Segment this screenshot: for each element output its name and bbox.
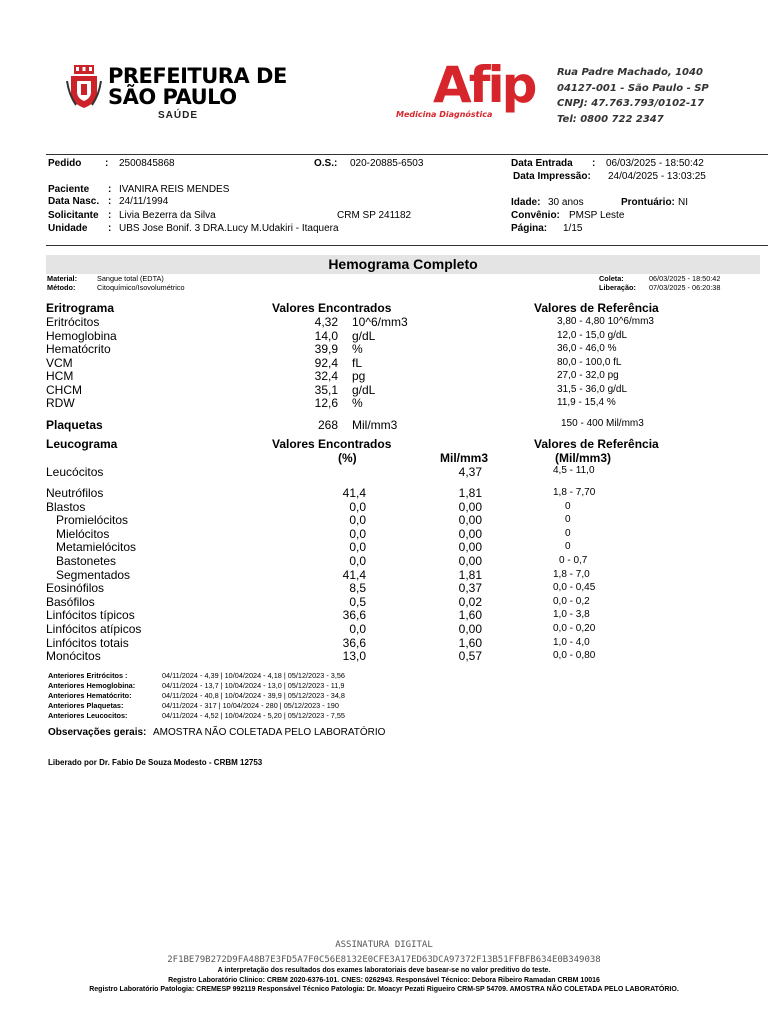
os-label: O.S.: xyxy=(314,158,338,169)
colon: : xyxy=(108,210,112,221)
leuco-name: Eosinófilos xyxy=(46,581,105,596)
leuco-name: Segmentados xyxy=(56,567,131,582)
paciente-value: IVANIRA REIS MENDES xyxy=(119,184,230,195)
observacoes-label: Observações gerais: xyxy=(48,727,147,738)
sao-paulo-coat-of-arms-icon xyxy=(66,65,102,109)
leuco-ref: 1,8 - 7,70 xyxy=(553,487,596,498)
eritro-value: 32,4 xyxy=(314,369,338,383)
afip-tagline: Medicina Diagnóstica xyxy=(396,110,493,119)
leuco-abs: 0,02 xyxy=(458,594,482,609)
previous-value: 04/11/2024 - 4,39 | 10/04/2024 - 4,18 | 05/12/2023 - 3,56 xyxy=(162,671,345,680)
convenio-value: PMSP Leste xyxy=(569,210,625,221)
metodo-value: Citoquímico/Isovolumétrico xyxy=(97,283,185,292)
eritro-name: Eritrócitos xyxy=(46,315,100,329)
eritrograma-heading: Eritrograma xyxy=(46,301,115,315)
material-label: Material: xyxy=(47,274,78,283)
leuco-name: Blastos xyxy=(46,499,86,514)
pagina-label: Página: xyxy=(511,223,548,234)
leuco-ref: 0,0 - 0,2 xyxy=(553,595,590,607)
plaquetas-ref: 150 - 400 Mil/mm3 xyxy=(561,418,644,429)
os-value: 020-20885-6503 xyxy=(350,158,424,169)
nasc-value: 24/11/1994 xyxy=(119,196,169,207)
leuco-ref: 0 xyxy=(565,514,571,526)
previous-label: Anteriores Leucocitos: xyxy=(48,711,128,720)
pedido-value: 2500845868 xyxy=(119,158,175,169)
leuco-abs: 0,57 xyxy=(458,649,482,664)
unidade-value: UBS Jose Bonif. 3 DRA.Lucy M.Udakiri - Itaquera xyxy=(119,223,339,234)
leucograma-col-found: Valores Encontrados xyxy=(272,437,392,451)
eritro-name: RDW xyxy=(46,396,75,410)
leuco-name: Bastonetes xyxy=(56,554,117,568)
leuco-ref: 0 xyxy=(565,527,571,539)
nasc-label: Data Nasc. xyxy=(48,196,100,207)
eritro-unit: g/dL xyxy=(352,328,376,343)
leuco-pct: 0,0 xyxy=(349,499,366,514)
plaquetas-label: Plaquetas xyxy=(46,418,103,432)
leuco-name: Mielócitos xyxy=(56,526,110,541)
address-line: Tel: 0800 722 2347 xyxy=(557,113,664,125)
leuco-pct: 0,0 xyxy=(349,513,366,528)
eritro-ref: 27,0 - 32,0 pg xyxy=(557,370,619,381)
leucograma-col-ref-unit: (Mil/mm3) xyxy=(555,451,612,465)
leuco-abs: 0,00 xyxy=(458,513,482,528)
colon: : xyxy=(105,158,109,169)
leuco-name: Basófilos xyxy=(46,594,95,609)
impressao-label: Data Impressão: xyxy=(513,171,591,182)
leuco-ref: 0,0 - 0,80 xyxy=(553,650,596,662)
eritro-name: Hematócrito xyxy=(46,342,111,356)
leuco-abs: 1,81 xyxy=(458,486,482,500)
eritro-ref: 31,5 - 36,0 g/dL xyxy=(557,383,628,395)
leuco-name: Monócitos xyxy=(46,649,101,664)
leuco-name: Linfócitos típicos xyxy=(46,608,135,623)
leuco-ref: 1,0 - 3,8 xyxy=(553,609,590,621)
leuco-name: Neutrófilos xyxy=(46,486,104,500)
eritro-ref: 80,0 - 100,0 fL xyxy=(557,356,622,368)
liberacao-label: Liberação: xyxy=(599,283,636,292)
address-line: 04127-001 - São Paulo - SP xyxy=(557,82,709,94)
leuco-pct: 0,0 xyxy=(349,526,366,541)
leuco-abs: 1,60 xyxy=(458,608,482,623)
leuco-name: Linfócitos totais xyxy=(46,635,129,650)
prontuario-label: Prontuário: xyxy=(621,197,675,208)
eritro-value: 12,6 xyxy=(314,396,338,410)
leuco-ref: 0,0 - 0,20 xyxy=(553,623,596,634)
leuco-name: Linfócitos atípicos xyxy=(46,622,142,636)
coleta-value: 06/03/2025 - 18:50:42 xyxy=(649,274,721,283)
leuco-pct: 13,0 xyxy=(342,649,366,664)
prontuario-value: NI xyxy=(678,197,688,208)
liberado-signature: Liberado por Dr. Fabio De Souza Modesto - CRBM 12753 xyxy=(48,758,263,767)
leuco-ref: 1,8 - 7,0 xyxy=(553,568,590,580)
leuco-ref: 0 xyxy=(565,500,571,512)
colon: : xyxy=(108,184,112,195)
eritro-name: CHCM xyxy=(46,382,82,397)
coleta-label: Coleta: xyxy=(599,274,624,283)
eritro-ref: 11,9 - 15,4 % xyxy=(557,397,616,408)
eritrograma-col-ref: Valores de Referência xyxy=(534,301,659,315)
leuco-pct: 0,5 xyxy=(349,594,366,609)
idade-label: Idade: xyxy=(511,197,541,208)
convenio-label: Convênio: xyxy=(511,210,560,221)
eritro-value: 92,4 xyxy=(314,355,338,370)
previous-value: 04/11/2024 - 317 | 10/04/2024 - 280 | 05/12/2023 - 190 xyxy=(162,701,339,710)
leucocitos-ref: 4,5 - 11,0 xyxy=(553,465,595,476)
eritro-name: VCM xyxy=(46,355,73,370)
leuco-pct: 0,0 xyxy=(349,540,366,555)
lab-address xyxy=(557,65,709,127)
leucograma-heading: Leucograma xyxy=(46,437,118,451)
solicitante-label: Solicitante xyxy=(48,210,99,221)
leuco-abs: 0,00 xyxy=(458,622,482,636)
eritro-unit: fL xyxy=(352,355,363,370)
leucograma-col-pct: (%) xyxy=(338,451,357,465)
eritro-unit: g/dL xyxy=(352,382,376,397)
liberacao-value: 07/03/2025 - 06:20:38 xyxy=(649,283,721,292)
footer-line: Registro Laboratório Patologia: CREMESP 992119 Responsável Técnico Patologia: Dr. Moacyr Pezati Rigueiro CRM-SP 54709. AMOSTRA NÃO COLETADA PELO LABORATÓRIO. xyxy=(89,986,679,993)
eritrograma-col-found: Valores Encontrados xyxy=(272,301,392,315)
leuco-pct: 8,5 xyxy=(349,581,366,596)
previous-label: Anteriores Hemoglobina: xyxy=(48,681,136,690)
eritro-unit: 10^6/mm3 xyxy=(352,315,408,329)
previous-label: Anteriores Eritrócitos : xyxy=(48,671,128,680)
previous-value: 04/11/2024 - 13,7 | 10/04/2024 - 13,0 | 05/12/2023 - 11,9 xyxy=(162,681,345,690)
leuco-abs: 0,00 xyxy=(458,540,482,555)
plaquetas-unit: Mil/mm3 xyxy=(352,418,398,432)
material-value: Sangue total (EDTA) xyxy=(97,274,164,283)
pagina-value: 1/15 xyxy=(563,223,583,234)
leucocitos-abs: 4,37 xyxy=(458,465,482,479)
leucocitos-label: Leucócitos xyxy=(46,465,104,479)
afip-wordmark: Afip xyxy=(433,56,535,114)
previous-label: Anteriores Hematócrito: xyxy=(48,691,132,700)
eritro-value: 4,32 xyxy=(314,315,338,329)
leuco-name: Metamielócitos xyxy=(56,540,137,555)
leucograma-col-ref: Valores de Referência xyxy=(534,437,659,451)
eritro-ref: 3,80 - 4,80 10^6/mm3 xyxy=(557,316,654,327)
eritro-unit: % xyxy=(352,342,363,356)
footer-line: Registro Laboratório Clínico: CRBM 2020-6376-101. CNES: 0262943. Responsável Técnico: Debora Ribeiro Ramadan CRBM 10016 xyxy=(168,977,600,984)
colon: : xyxy=(592,158,596,169)
digital-signature-hash: 2F1BE79B272D9FA48B7E3FD5A7F0C56E8132E0CFE3A17ED63DCA97372F13B51FFBFB634E0B349038 xyxy=(167,955,601,965)
leucograma-col-mil: Mil/mm3 xyxy=(440,451,489,465)
entrada-value: 06/03/2025 - 18:50:42 xyxy=(606,158,704,169)
metodo-label: Método: xyxy=(47,283,76,292)
leuco-pct: 0,0 xyxy=(349,554,366,568)
prefeitura-line2: SÃO PAULO xyxy=(108,85,237,109)
eritro-unit: % xyxy=(352,396,363,410)
leuco-pct: 36,6 xyxy=(342,635,366,650)
exam-title: Hemograma Completo xyxy=(328,256,478,272)
colon: : xyxy=(108,223,112,234)
leuco-abs: 0,37 xyxy=(458,581,482,596)
entrada-label: Data Entrada xyxy=(511,158,573,169)
pedido-label: Pedido xyxy=(48,158,82,169)
address-line: CNPJ: 47.763.793/0102-17 xyxy=(557,98,705,109)
footer-line: A interpretação dos resultados dos exames laboratoriais deve basear-se no valor preditivo do teste. xyxy=(217,967,551,974)
previous-label: Anteriores Plaquetas: xyxy=(48,701,124,710)
afip-logo xyxy=(396,56,541,124)
leuco-name: Promielócitos xyxy=(56,513,129,528)
solicitante-value: Livia Bezerra da Silva xyxy=(119,210,216,221)
crm-value: CRM SP 241182 xyxy=(337,210,412,221)
eritro-name: Hemoglobina xyxy=(46,328,117,343)
plaquetas-value: 268 xyxy=(317,418,338,432)
eritro-name: HCM xyxy=(46,369,74,383)
address-line: Rua Padre Machado, 1040 xyxy=(557,67,703,78)
eritro-value: 14,0 xyxy=(314,328,338,343)
observacoes-value: AMOSTRA NÃO COLETADA PELO LABORATÓRIO xyxy=(153,727,386,738)
prefeitura-logo xyxy=(66,63,287,125)
eritro-ref: 12,0 - 15,0 g/dL xyxy=(557,329,628,341)
eritro-value: 35,1 xyxy=(314,382,338,397)
paciente-label: Paciente xyxy=(48,184,90,195)
eritro-ref: 36,0 - 46,0 % xyxy=(557,343,617,354)
eritro-value: 39,9 xyxy=(314,342,338,356)
unidade-label: Unidade xyxy=(48,223,88,234)
eritro-unit: pg xyxy=(352,369,366,383)
leuco-pct: 41,4 xyxy=(342,567,366,582)
colon: : xyxy=(108,196,112,207)
idade-value: 30 anos xyxy=(548,197,584,208)
leuco-pct: 0,0 xyxy=(349,622,366,636)
impressao-value: 24/04/2025 - 13:03:25 xyxy=(608,171,706,182)
prefeitura-line3: SAÚDE xyxy=(158,110,199,121)
leuco-abs: 1,81 xyxy=(458,567,482,582)
digital-signature-label: ASSINATURA DIGITAL xyxy=(335,940,433,950)
leuco-abs: 0,00 xyxy=(458,554,482,568)
previous-value: 04/11/2024 - 40,8 | 10/04/2024 - 39,9 | 05/12/2023 - 34,8 xyxy=(162,691,345,700)
leuco-abs: 0,00 xyxy=(458,499,482,514)
leuco-ref: 0,0 - 0,45 xyxy=(553,582,596,594)
leuco-ref: 0 - 0,7 xyxy=(559,555,588,566)
leuco-abs: 1,60 xyxy=(458,635,482,650)
leuco-pct: 36,6 xyxy=(342,608,366,623)
leuco-abs: 0,00 xyxy=(458,526,482,541)
leuco-ref: 0 xyxy=(565,541,571,553)
leuco-ref: 1,0 - 4,0 xyxy=(553,636,590,648)
prefeitura-line1: PREFEITURA DE xyxy=(108,64,287,88)
leuco-pct: 41,4 xyxy=(342,486,366,500)
previous-value: 04/11/2024 - 4,52 | 10/04/2024 - 5,20 | 05/12/2023 - 7,55 xyxy=(162,711,345,720)
